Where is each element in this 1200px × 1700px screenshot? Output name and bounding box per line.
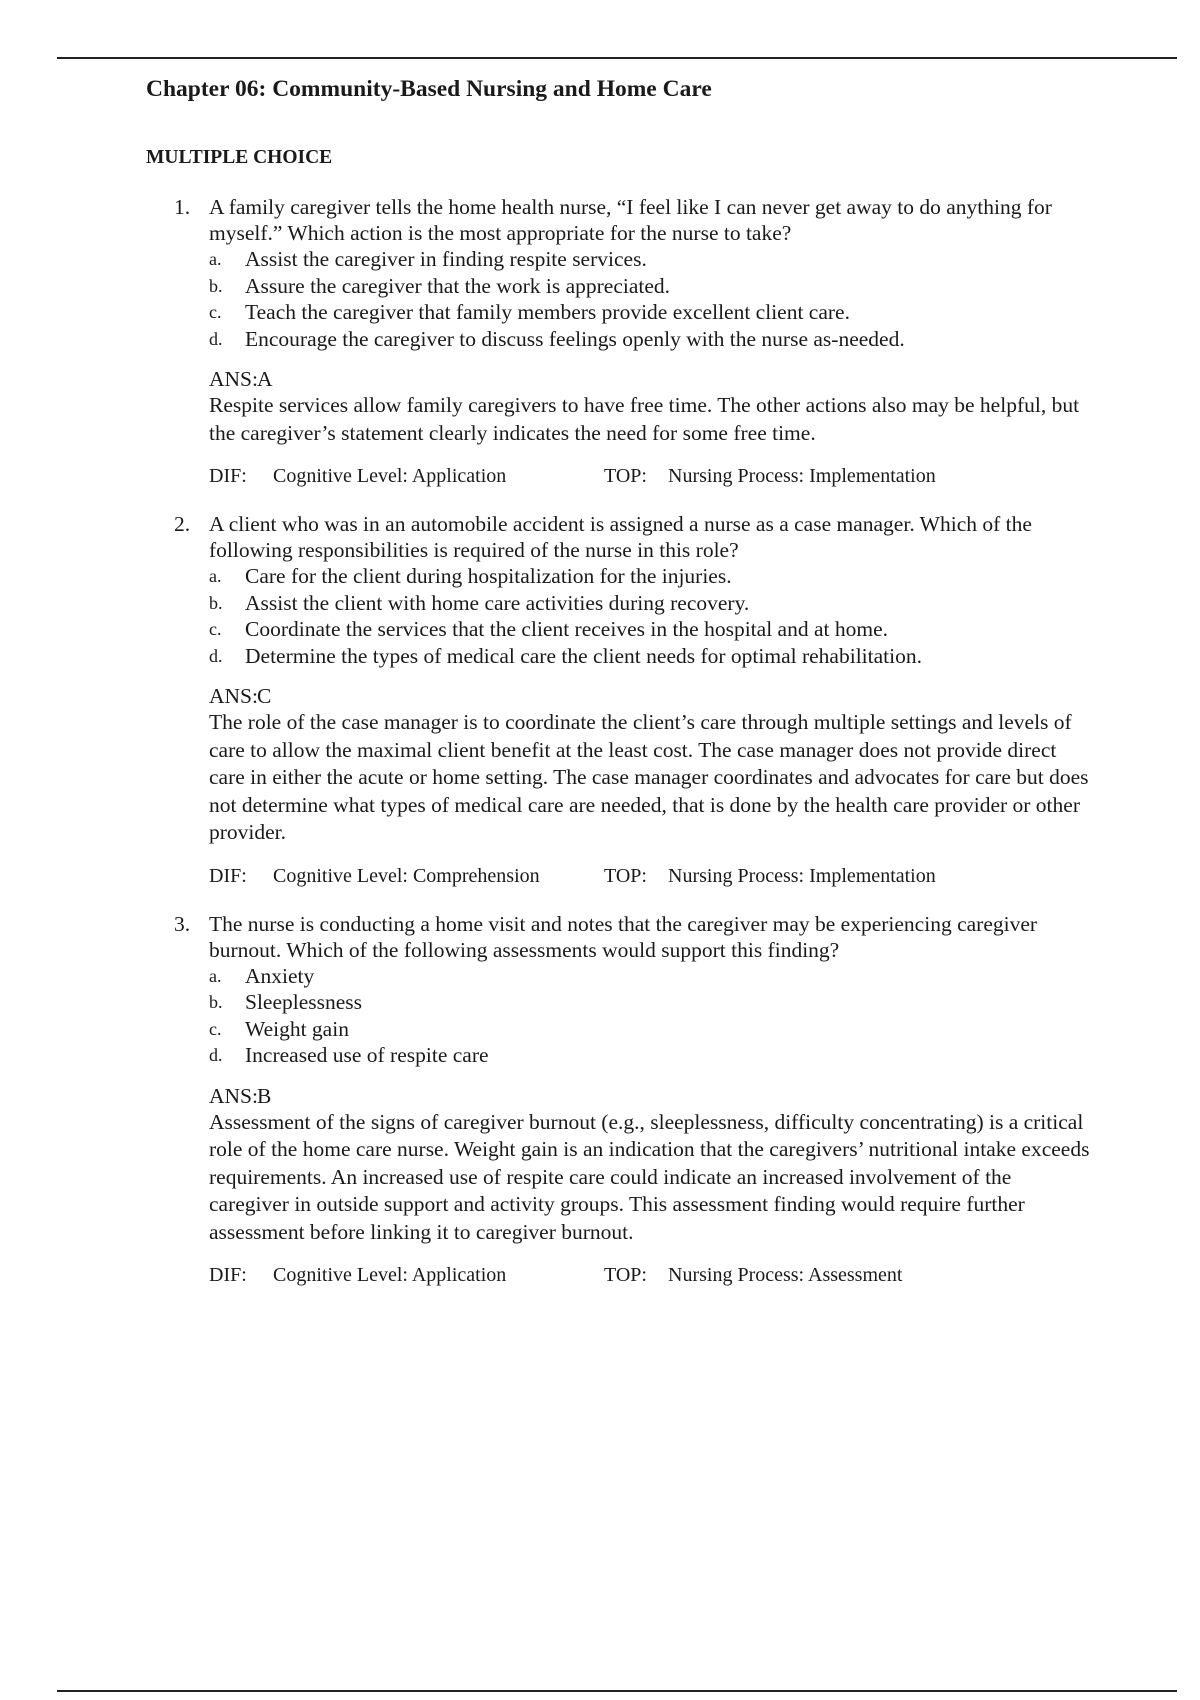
top-label: TOP:: [604, 864, 647, 887]
option-text: Determine the types of medical care the client needs for optimal rehabilitation.: [245, 643, 922, 668]
question-number: 1.: [174, 195, 191, 219]
option-text: Anxiety: [245, 963, 315, 988]
topic: [604, 463, 936, 489]
bottom-rule: [57, 1690, 1177, 1692]
option-text: Coordinate the services that the client receives in the hospital and at home.: [245, 617, 888, 641]
option-text: Weight gain: [245, 1016, 349, 1041]
option-a: [209, 563, 1096, 590]
options-list: [209, 563, 1096, 669]
top-label: TOP:: [604, 465, 647, 487]
rationale: Assessment of the signs of caregiver burnout (e.g., sleeplessness, difficulty concentrating) is a critical role of the home care nurse. Weight gain is an indication that the caregivers’ nutritional intake exceeds requirements. An increased use of respite care could indicate an increased involvement of the caregiver in outside support and activity groups. This assessment finding would require further assessment before linking it to caregiver burnout.: [209, 1109, 1090, 1244]
answer-value: A: [257, 367, 273, 391]
meta-line: [209, 1262, 1096, 1288]
top-rule: [57, 57, 1177, 59]
option-letter: d.: [209, 1045, 223, 1065]
option-letter: a.: [209, 566, 222, 586]
option-text: Teach the caregiver that family members provide excellent client care.: [245, 300, 850, 324]
document-body: [146, 72, 1096, 1288]
option-d: [209, 643, 1096, 670]
question-stem: A family caregiver tells the home health nurse, “I feel like I can never get away to do anything for myself.” Which action is the most appropriate for the nurse to take?: [209, 195, 1052, 245]
option-c: [209, 616, 1096, 643]
option-text: Assure the caregiver that the work is appreciated.: [245, 273, 671, 298]
option-c: [209, 299, 1096, 326]
option-letter: b.: [209, 275, 223, 296]
answer-line: [209, 683, 1096, 709]
option-letter: d.: [209, 328, 223, 349]
dif-label: DIF:: [209, 1264, 247, 1286]
option-d: [209, 326, 1096, 353]
option-text: Increased use of respite care: [245, 1043, 489, 1067]
answer-label: ANS:: [209, 1083, 258, 1108]
option-letter: d.: [209, 645, 223, 666]
option-c: [209, 1016, 1096, 1043]
options-list: [209, 246, 1096, 352]
meta-line: [209, 863, 1096, 889]
dif-label: DIF:: [209, 864, 247, 887]
topic: [604, 1262, 902, 1288]
option-letter: c.: [209, 1018, 222, 1039]
option-letter: a.: [209, 965, 222, 986]
answer-label: ANS:: [209, 684, 258, 708]
difficulty: [209, 463, 604, 489]
question-number: 3.: [174, 911, 191, 936]
option-letter: b.: [209, 992, 223, 1012]
question-stem: A client who was in an automobile accident is assigned a nurse as a case manager. Which of the following responsibilities is required of the nurse in this role?: [209, 512, 1032, 562]
rationale: The role of the case manager is to coordinate the client’s care through multiple settings and levels of care to allow the maximal client benefit at the least cost. The case manager does not provide direct care in either the acute or home setting. The case manager coordinates and advocates for care but does not determine what types of medical care are needed, that is done by the health care provider or other provider.: [209, 710, 1089, 844]
option-text: Assist the caregiver in finding respite services.: [245, 247, 647, 271]
option-text: Care for the client during hospitalization for the injuries.: [245, 564, 732, 588]
answer-line: [209, 1083, 1096, 1109]
option-text: Encourage the caregiver to discuss feelings openly with the nurse as-needed.: [245, 326, 905, 351]
top-label: TOP:: [604, 1264, 647, 1286]
option-letter: a.: [209, 249, 222, 269]
option-d: [209, 1042, 1096, 1069]
question-number: 2.: [174, 512, 191, 536]
dif-value: Cognitive Level: Application: [273, 465, 507, 487]
section-heading: MULTIPLE CHOICE: [146, 147, 333, 168]
question-stem: The nurse is conducting a home visit and notes that the caregiver may be experiencing caregiver burnout. Which of the following assessments would support this finding?: [209, 911, 1038, 962]
option-a: [209, 963, 1096, 990]
difficulty: [209, 1262, 604, 1288]
topic: [604, 863, 936, 889]
difficulty: [209, 863, 604, 889]
answer-label: ANS:: [209, 367, 258, 391]
meta-line: [209, 463, 1096, 489]
question-3: [146, 911, 1096, 1289]
option-b: [209, 989, 1096, 1016]
dif-value: Cognitive Level: Application: [273, 1264, 507, 1286]
option-letter: b.: [209, 592, 223, 613]
answer-value: B: [257, 1083, 272, 1108]
top-value: Nursing Process: Implementation: [668, 465, 936, 487]
option-b: [209, 590, 1096, 617]
option-b: [209, 273, 1096, 300]
chapter-title: Chapter 06: Community-Based Nursing and Home Care: [146, 76, 712, 102]
option-letter: c.: [209, 619, 222, 639]
rationale: Respite services allow family caregivers to have free time. The other actions also may be helpful, but the caregiver’s statement clearly indicates the need for some free time.: [209, 393, 1080, 445]
options-list: [209, 963, 1096, 1069]
question-2: [146, 511, 1096, 889]
option-text: Sleeplessness: [245, 990, 363, 1014]
option-letter: c.: [209, 302, 222, 322]
answer-line: [209, 366, 1096, 392]
dif-label: DIF:: [209, 465, 247, 487]
question-1: [146, 194, 1096, 489]
dif-value: Cognitive Level: Comprehension: [273, 864, 540, 887]
option-a: [209, 246, 1096, 273]
option-text: Assist the client with home care activities during recovery.: [245, 590, 750, 615]
top-value: Nursing Process: Implementation: [668, 864, 936, 887]
answer-value: C: [257, 684, 272, 708]
top-value: Nursing Process: Assessment: [668, 1264, 903, 1286]
